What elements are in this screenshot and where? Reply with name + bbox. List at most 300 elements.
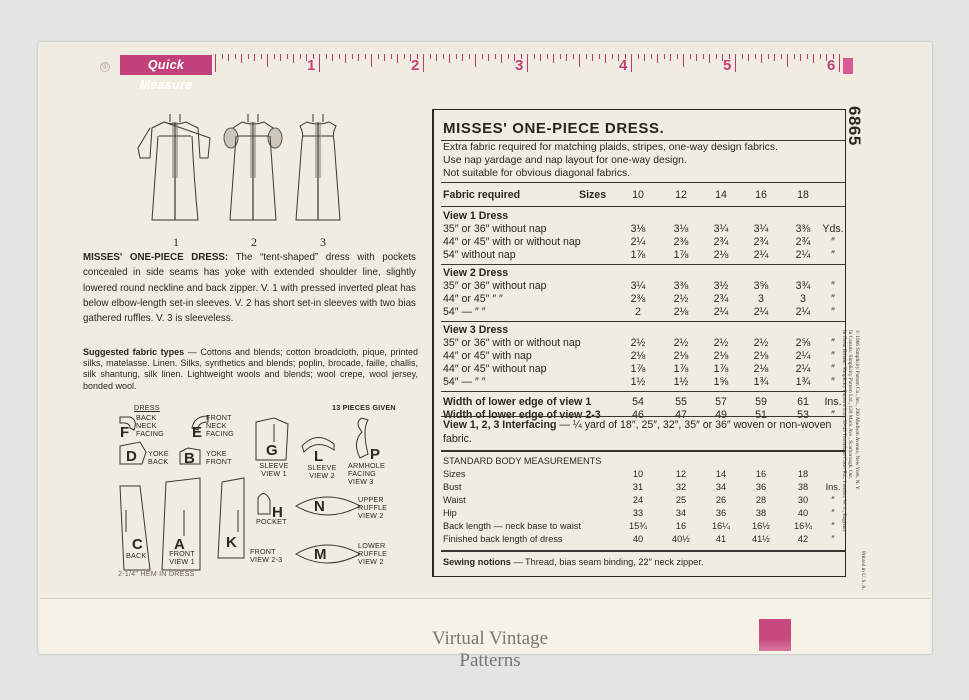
ruler-tick [443,54,444,59]
yardage-value: 3½ [713,280,729,292]
inch-number: 1 [307,57,316,74]
view-title: View 1 Dress [443,210,509,222]
measurement-value: 33 [632,508,644,518]
yardage-value: 2¼ [795,363,811,375]
interfacing-body: — ¼ yard of 18″, 25″, 32″, 35″ or 36″ woven or non-woven fabric. [443,419,832,445]
piece-H-letter: H [272,504,283,521]
interfacing-heading: View 1, 2, 3 Interfacing [443,419,557,431]
ruler-tick [553,54,554,63]
ruler-tick [677,54,678,59]
ruler-tick [488,54,489,61]
ruler-tick [508,54,509,59]
ruler-tick [605,54,606,63]
yardage-row [443,363,845,376]
piece-D-letter: D [126,448,137,465]
ruler-tick [696,54,697,61]
measurement-label: Finished back length of dress [443,534,563,544]
yardage-value: 3⅛ [673,223,689,235]
divider [441,321,845,322]
fabric-width: 44″ or 45″ ″ ″ [443,293,503,305]
measurement-value: 40 [797,508,809,518]
ruler-tick [709,54,710,63]
ruler-tick [794,54,795,59]
fabric-types-body: — Cottons and blends; cotton broadcloth, pique, printed silks, matelasse. Linen. Silks, synthetics and blends; poplin, brocade, faille, challis, silk shantung, silk linen. Lightweight wools and blends; wool crepe, wool jersey, bonded wool. [83,347,418,391]
ruler-tick [404,54,405,59]
yardage-value: 2½ [673,293,689,305]
description-body: The “tent-shaped” dress with pockets concealed in side seams has yoke with extended shoulder line, slightly lowered round neckline and back zipper. V. 1 with pressed inverted pleat has below elbow-length set-in sleeves. V. 2 has short set-in sleeves with two bias gathered ruffles. V. 3 is sleeveless. [83,251,416,325]
ruler-tick [300,54,301,59]
ruler-tick [274,54,275,59]
unit: Ins. [824,396,842,408]
piece-B-letter: B [184,450,195,467]
ruler-tick [800,54,801,61]
piece-C-label: BACK [126,551,147,560]
inch-number: 4 [619,57,628,74]
measurement-value: 42 [797,534,809,544]
description-heading: MISSES' ONE-PIECE DRESS: [83,251,229,263]
fabric-width: 44″ or 45″ with or without nap [443,236,581,248]
ruler-tick [449,54,450,63]
watermark-line1: Virtual Vintage [431,628,549,649]
measurement-value: 34 [715,482,727,492]
measurement-value: 26 [715,495,727,505]
piece-P-letter: P [370,446,381,463]
width-value: 49 [715,409,727,421]
printed-in: Printed in U. S. A. [860,551,866,590]
ruler-tick [534,54,535,59]
measurement-value: 34 [675,508,687,518]
lower-edge-label: Width of lower edge of view 1 [443,396,592,408]
yardage-value: 3⅜ [795,223,811,235]
ruler-tick [820,54,821,59]
ruler-tick [592,54,593,61]
unit: ″ [831,534,835,544]
yardage-value: 1⅞ [673,363,689,375]
ruler-tick [339,54,340,59]
yardage-value: 2¼ [753,249,769,261]
fabric-width: 54″ — ″ ″ [443,376,486,388]
divider [441,140,845,141]
yardage-value: 2¼ [795,350,811,362]
unit: ″ [831,236,835,248]
yardage-value: 2⅛ [673,350,689,362]
watermark [420,628,560,672]
unit: ″ [831,306,835,318]
yardage-value: 2⅛ [713,249,729,261]
unit: ″ [831,495,835,505]
size-col: 14 [715,189,727,201]
measurement-label: Waist [443,495,466,505]
ruler-tick [332,54,333,61]
ruler-tick [358,54,359,61]
yardage-value: 3 [758,293,764,305]
yardage-value: 1½ [673,376,689,388]
lower-edge-label: Width of lower edge of view 2-3 [443,409,601,421]
chart-header-row [443,189,845,202]
ruler-tick [560,54,561,59]
ruler-tick [287,54,288,59]
fabric-notes [443,142,778,180]
ruler-tick [742,54,743,59]
ruler-tick [423,54,424,72]
fabric-types-heading: Suggested fabric types [83,347,185,357]
width-value: 54 [632,396,644,408]
measurement-value: 38 [755,508,767,518]
quick-measure-ruler [40,46,930,92]
piece-K-label: FRONT VIEW 2-3 [250,547,283,564]
hem-note: 2-1/4" HEM IN DRESS [118,569,195,578]
ruler-tick [527,54,528,72]
measurement-value: 40 [632,534,644,544]
yardage-value: 2⅛ [673,306,689,318]
measurement-value: 18 [797,469,809,479]
piece-D-label: YOKE BACK [148,449,169,466]
piece-B-label: YOKE FRONT [206,449,232,466]
size-col: 12 [675,189,687,201]
ruler-tick [664,54,665,59]
view-1-label: 1 [173,235,179,249]
ruler-tick [716,54,717,59]
piece-M-label: LOWER RUFFLE VIEW 2 [358,541,388,566]
ruler-tick [573,54,574,59]
yardage-value: 2¼ [630,236,646,248]
ruler-tick [644,54,645,61]
divider [441,416,845,417]
measurement-value: 12 [675,469,687,479]
yardage-value: 2⅛ [753,350,769,362]
piece-N-label: UPPER RUFFLE VIEW 2 [358,495,388,520]
ruler-tick [703,54,704,59]
unit: ″ [831,409,835,421]
lower-edge-row [443,396,845,409]
fabric-width: 35″ or 36″ with or without nap [443,337,581,349]
measurement-value: 16½ [752,521,770,531]
yardage-row [443,376,845,389]
yardage-row [443,280,845,293]
yardage-value: 2⅜ [630,293,646,305]
interfacing-note [443,418,839,446]
unit: ″ [831,521,835,531]
ruler-ticks [215,54,853,76]
yardage-value: 2½ [713,337,729,349]
view-heading [443,267,845,280]
piece-M-letter: M [314,546,327,563]
ruler-tick [599,54,600,59]
yardage-row [443,350,845,363]
body-measurement-row [443,507,845,520]
inch-number: 2 [411,57,420,74]
measurement-value: 41½ [752,534,770,544]
ruler-tick [397,54,398,63]
ruler-tick [657,54,658,63]
inch-number: 5 [723,57,732,74]
note-line: Not suitable for obvious diagonal fabrics. [443,167,631,179]
ruler-tick [482,54,483,59]
piece-F-label: BACK NECK FACING [136,413,164,438]
ruler-tick [430,54,431,59]
piece-C-letter: C [132,536,143,553]
ruler-tick [378,54,379,59]
ruler-tick [456,54,457,59]
measurement-value: 31 [632,482,644,492]
divider [441,264,845,265]
view-title: View 2 Dress [443,267,509,279]
copyright-text [840,330,866,590]
chart-title: MISSES' ONE-PIECE DRESS. [443,120,665,137]
ruler-tick [469,54,470,59]
view-3-label: 3 [320,235,326,249]
unit: ″ [831,363,835,375]
measurement-label: Sizes [443,469,466,479]
ruler-tick [267,54,268,67]
divider [441,206,845,207]
yardage-row [443,249,845,262]
ruler-tick [787,54,788,67]
sewing-notions [443,557,703,567]
inch-number: 6 [827,57,836,74]
yardage-value: 1¾ [753,376,769,388]
ruler-tick [222,54,223,59]
yardage-value: 2⅛ [713,350,729,362]
yardage-value: 1⅞ [673,249,689,261]
ruler-end-marker [843,58,853,74]
ruler-tick [319,54,320,72]
piece-G-label: SLEEVE VIEW 1 [259,461,289,478]
divider [441,550,845,552]
measurement-value: 16 [755,469,767,479]
unit: Ins. [825,482,841,492]
fabric-width: 35″ or 36″ without nap [443,280,547,292]
divider [441,182,845,183]
measurement-label: Back length — neck base to waist [443,521,581,531]
width-value: 59 [755,396,767,408]
measurement-value: 24 [632,495,644,505]
yardage-row [443,223,845,236]
note-line: Extra fabric required for matching plaids, stripes, one-way design fabrics. [443,142,778,153]
unit: ″ [831,293,835,305]
ruler-tick [345,54,346,63]
piece-N-letter: N [314,498,325,515]
ruler-tick [547,54,548,59]
width-value: 46 [632,409,644,421]
body-measurement-row [443,494,845,507]
yardage-row [443,236,845,249]
yardage-value: 2¾ [753,236,769,248]
fabric-required-label: Fabric required [443,189,521,201]
ruler-tick [651,54,652,59]
yardage-value: 1⅞ [630,249,646,261]
yardage-value: 2⅛ [753,363,769,375]
note-line: Use nap yardage and nap layout for one-way design. [443,154,687,166]
width-value: 55 [675,396,687,408]
ruler-tick [235,54,236,59]
yardage-value: 1½ [630,376,646,388]
measurement-value: 25 [675,495,687,505]
ruler-tick [215,54,216,72]
measurement-value: 36 [715,508,727,518]
watermark-line2: Patterns [459,650,521,671]
body-measurements-title [443,455,845,468]
unit: Yds. [822,223,844,235]
yardage-value: 2 [635,306,641,318]
yardage-value: 2½ [673,337,689,349]
width-value: 51 [755,409,767,421]
ruler-tick [228,54,229,61]
ruler-tick [612,54,613,59]
yardage-chart [432,109,846,577]
body-measurement-row [443,468,845,481]
ruler-tick [683,54,684,67]
width-value: 53 [797,409,809,421]
view-2-label: 2 [251,235,257,249]
piece-P-label: ARMHOLE FACING VIEW 3 [348,461,385,486]
inch-number: 3 [515,57,524,74]
ruler-tick [839,54,840,72]
piece-K-letter: K [226,534,237,551]
body-measurement-row [443,533,845,546]
unit: ″ [831,508,835,518]
measurement-value: 38 [797,482,809,492]
ruler-tick [566,54,567,61]
measurement-label: Bust [443,482,462,492]
measurement-value: 40½ [672,534,690,544]
notions-heading: Sewing notions [443,557,511,567]
ruler-tick [755,54,756,59]
body-measurements-heading: STANDARD BODY MEASUREMENTS [443,456,602,466]
unit: ″ [831,280,835,292]
yardage-row [443,293,845,306]
fabric-width: 35″ or 36″ without nap [443,223,547,235]
yardage-value: 2¾ [713,236,729,248]
size-col: 18 [797,189,809,201]
measurement-value: 16 [675,521,687,531]
view-heading [443,324,845,337]
unit: ″ [831,337,835,349]
piece-H-label: POCKET [256,517,287,526]
width-value: 47 [675,409,687,421]
body-measurement-row [443,520,845,533]
unit: ″ [831,376,835,388]
measurement-label: Hip [443,508,457,518]
ruler-tick [352,54,353,59]
ruler-tick [670,54,671,61]
measurement-value: 14 [715,469,727,479]
notions-body: — Thread, bias seam binding, 22″ neck zipper. [510,557,704,567]
ruler-tick [436,54,437,61]
ruler-tick [586,54,587,59]
piece-L-letter: L [314,448,324,465]
measurement-value: 16¾ [794,521,812,531]
piece-A-label: FRONT VIEW 1 [169,549,195,566]
unit: ″ [831,249,835,261]
measurement-value: 15¾ [629,521,647,531]
yardage-value: 2¼ [713,306,729,318]
ruler-tick [631,54,632,72]
ruler-tick [768,54,769,59]
ruler-tick [501,54,502,63]
ruler-tick [540,54,541,61]
piece-F-letter: F [120,424,130,441]
yardage-value: 2¼ [795,249,811,261]
ruler-tick [391,54,392,59]
yardage-value: 3⅜ [673,280,689,292]
copyright-line: In Canada: Simplicity Pattern Ltd., 120 Mack Ave., Scarborough, Ont. [847,330,854,480]
width-value: 61 [797,396,809,408]
yardage-value: 3¼ [713,223,729,235]
ruler-tick [462,54,463,61]
size-col: 16 [755,189,767,201]
fabric-width: 44″ or 45″ without nap [443,363,547,375]
piece-G-letter: G [266,442,278,459]
ruler-tick [638,54,639,59]
ruler-tick [690,54,691,59]
yardage-value: 2⅛ [630,350,646,362]
yardage-value: 3⅝ [753,280,769,292]
divider [441,391,845,392]
piece-E-label: FRONT NECK FACING [206,413,234,438]
yardage-value: 2½ [630,337,646,349]
suggested-fabric-types [83,347,418,392]
registered-mark: ® [100,62,110,72]
piece-E-letter: E [192,424,203,441]
yardage-value: 3¼ [753,223,769,235]
ruler-tick [384,54,385,61]
ruler-tick [807,54,808,59]
ruler-tick [326,54,327,59]
measurement-value: 41 [715,534,727,544]
yardage-value: 2¼ [753,306,769,318]
pink-color-tab [759,619,791,651]
copyright-line: © 1966 Simplicity Pattern Co., Inc., 200 Madison Avenue, New York, N. Y. [853,330,860,491]
ruler-tick [248,54,249,59]
measurement-value: 16¼ [712,521,730,531]
yardage-value: 3¼ [630,280,646,292]
pattern-pieces-diagram [92,402,412,582]
yardage-value: 3⅛ [630,223,646,235]
copyright-line: In Great Britain: Simplicity Patterns Ltd., 39-43 Tottenham Court Rd., London, W. 1., England. [840,330,847,533]
piece-L-label: SLEEVE VIEW 2 [307,463,337,480]
ruler-tick [241,54,242,63]
pieces-count: 13 PIECES GIVEN [332,403,396,412]
ruler-tick [293,54,294,63]
fabric-width: 54″ — ″ ″ [443,306,486,318]
yardage-value: 2½ [753,337,769,349]
yardage-row [443,306,845,319]
dress-heading: DRESS [134,403,160,412]
view-heading [443,210,845,223]
body-measurement-row [443,481,845,494]
ruler-tick [371,54,372,67]
ruler-tick [495,54,496,59]
yardage-value: 3 [800,293,806,305]
ruler-tick [280,54,281,61]
ruler-tick [781,54,782,59]
quick-measure-label: Quick Measure [120,55,212,75]
yardage-value: 2⅝ [795,337,811,349]
ruler-tick [748,54,749,61]
width-value: 57 [715,396,727,408]
measurement-value: 36 [755,482,767,492]
yardage-value: 2⅜ [673,236,689,248]
yardage-value: 2¾ [795,236,811,248]
dress-sketch-icon [100,100,380,230]
yardage-value: 1⅝ [713,376,729,388]
measurement-value: 32 [675,482,687,492]
fabric-width: 44″ or 45″ with nap [443,350,532,362]
measurement-value: 10 [632,469,644,479]
yardage-value: 3¾ [795,280,811,292]
view-title: View 3 Dress [443,324,509,336]
